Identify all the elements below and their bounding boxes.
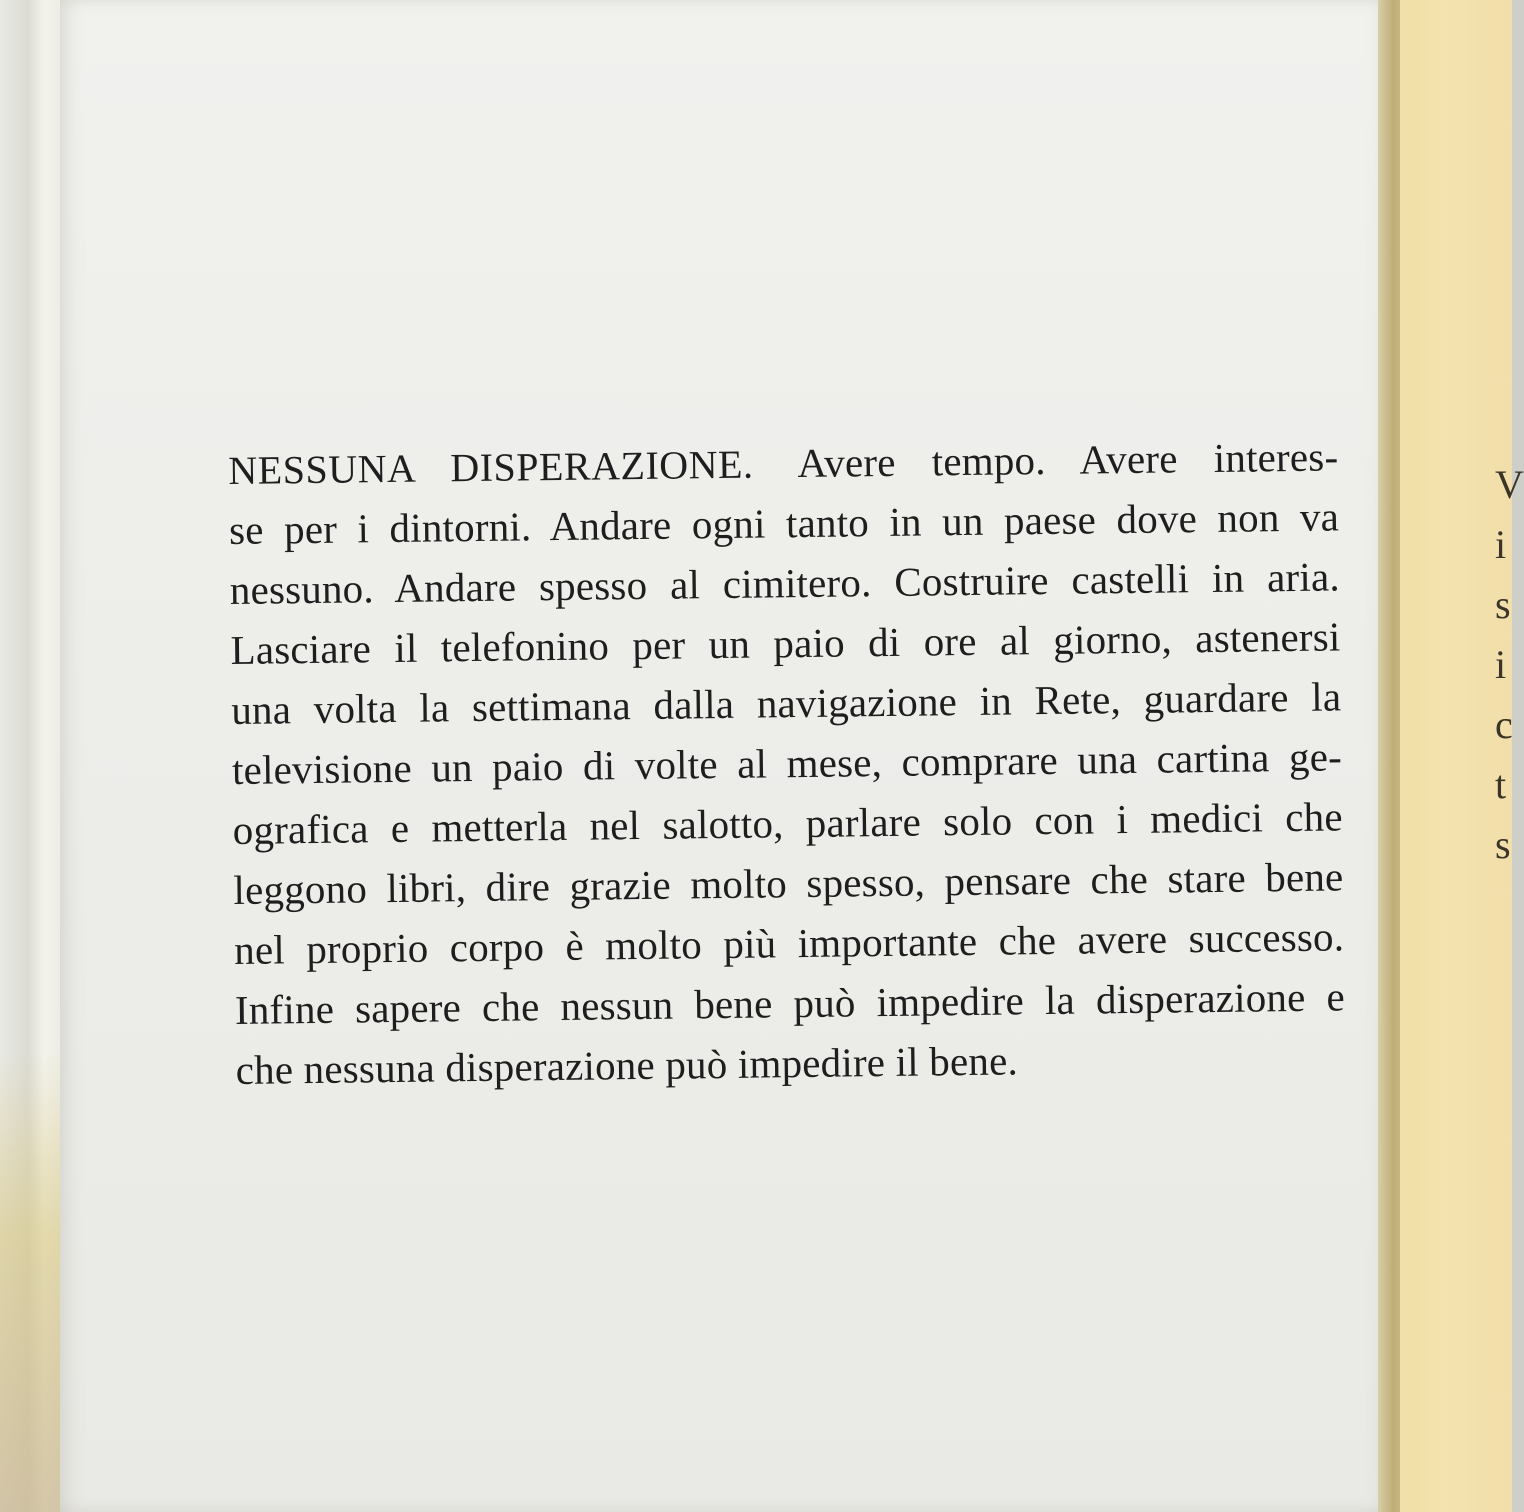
text-line-2: se per i dintorni. Andare ogni tanto in un paese dove non va [228,493,1340,553]
facing-page [1400,0,1524,1512]
text-line-10: Infine sapere che nessun bene può impedire la disperazione e [234,973,1346,1033]
text-line-6: televisione un paio di volte al mese, comprare una cartina ge- [231,733,1343,793]
text-line-9: nel proprio corpo è molto più importante che avere successo. [233,913,1345,973]
text-line-8: leggono libri, dire grazie molto spesso, pensare che stare bene [233,853,1344,913]
section-heading: NESSUNA DISPERAZIONE. [228,441,754,493]
text-line-11: che nessuna disperazione può impedire il bene. [235,1037,1019,1093]
text-line-4: Lasciare il telefonino per un paio di ore al giorno, astenersi [230,613,1341,673]
facing-page-text: V i s i c t s [1495,462,1524,867]
text-line-7: ografica e metterla nel salotto, parlare solo con i medici che [232,793,1343,853]
text-line-3: nessuno. Andare spesso al cimitero. Costruire castelli in aria. [229,553,1341,613]
paragraph [228,426,1346,1100]
text-line-1-body: Avere tempo. Avere interes- [797,433,1339,487]
text-line-5: una volta la settimana dalla navigazione in Rete, guardare la [231,673,1342,733]
